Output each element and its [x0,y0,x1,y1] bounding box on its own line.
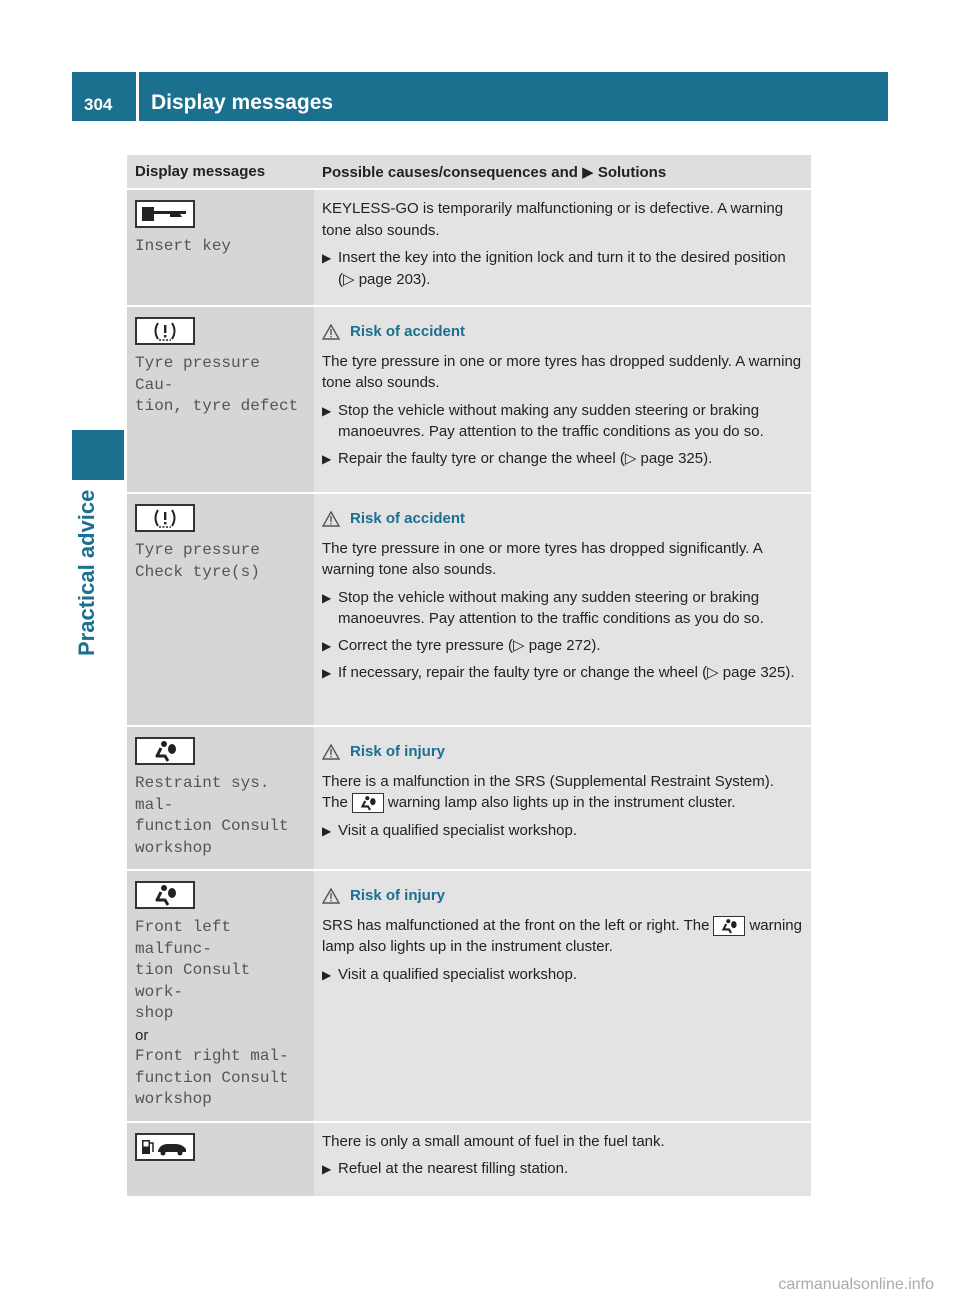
solution-step: ▶ Visit a qualified specialist workshop. [322,820,803,843]
solution-step: ▶ Correct the tyre pressure (▷ page 272). [322,635,803,658]
display-message: Restraint sys. mal‑ function Consult workshop [135,774,289,857]
step-arrow-icon: ▶ [322,638,332,653]
tyre-pressure-icon [135,504,195,532]
step-arrow-icon: ▶ [322,967,332,982]
warning-triangle-icon [322,888,340,904]
table-row [127,306,811,493]
step-arrow-icon: ▶ [322,451,332,466]
warning-heading: Risk of injury [322,885,803,907]
warning-heading: Risk of accident [322,321,803,343]
cause-text: There is only a small amount of fuel in the fuel tank. [322,1132,665,1150]
col-header-solutions: Possible causes/consequences and ▶ Solutions [314,155,811,189]
table-row [127,870,811,1122]
airbag-icon [135,737,195,765]
warning-heading: Risk of accident [322,508,803,530]
play-arrow-icon: ▶ [582,163,594,181]
cause-text: There is a malfunction in the SRS (Supplemental Restraint System). The warning lamp also lights up in the instrument cluster. [322,771,803,814]
page-title: Display messages [151,91,334,114]
page-header [72,72,888,121]
step-arrow-icon: ▶ [322,1162,332,1176]
display-message: Insert key [135,237,232,255]
warning-heading: Risk of injury [322,741,803,763]
cause-text: KEYLESS-GO is temporarily malfunctioning or is defective. A warning tone also sounds. [322,200,784,239]
tyre-pressure-icon [135,317,195,345]
solution-step: ▶ If necessary, repair the faulty tyre or change the wheel (▷ page 325). [322,662,803,685]
key-icon [135,200,195,228]
warning-triangle-icon [322,744,340,760]
solution-step: ▶ Visit a qualified specialist workshop. [322,964,803,987]
display-message: Front left malfunc‑ tion Consult work‑ shop [135,918,251,1022]
warning-triangle-icon [322,511,340,527]
display-message: Tyre pressure Check tyre(s) [135,541,260,581]
cause-text: The tyre pressure in one or more tyres has dropped suddenly. A warning tone also sounds. [322,352,802,391]
step-arrow-icon: ▶ [322,823,332,838]
section-tab-label: Practical advice [74,489,99,656]
step-arrow-icon: ▶ [322,251,332,265]
cause-text: The tyre pressure in one or more tyres has dropped significantly. A warning tone also sounds. [322,539,762,578]
solution-step: ▶ Stop the vehicle without making any sudden steering or braking manoeuvres. Pay attention to the traffic conditions as you do so. [322,400,803,443]
step-arrow-icon: ▶ [322,590,332,605]
display-message: Tyre pressure Cau‑ tion, tyre defect [135,354,299,415]
airbag-icon [713,916,745,936]
watermark: carmanualsonline.info [778,1276,934,1293]
solution-step: ▶ Stop the vehicle without making any sudden steering or braking manoeuvres. Pay attention to the traffic conditions as you do so. [322,587,803,630]
or-separator: or [135,1026,149,1044]
airbag-icon [352,793,384,813]
table-header-row [127,155,811,189]
table-row [127,189,811,306]
table-row [127,493,811,726]
section-tab-marker [72,430,124,480]
airbag-icon [135,881,195,909]
step-arrow-icon: ▶ [322,403,332,418]
warning-triangle-icon [322,324,340,340]
display-messages-table [127,155,811,1198]
solution-step: ▶ Insert the key into the ignition lock and turn it to the desired position (▷ page 203). [322,247,803,290]
step-arrow-icon: ▶ [322,666,332,680]
solution-step: ▶ Refuel at the nearest filling station. [322,1158,803,1181]
col-header-display-messages: Display messages [127,155,314,189]
display-message: Front right mal‑ function Consult workshop [135,1047,289,1108]
solution-step: ▶ Repair the faulty tyre or change the wheel (▷ page 325). [322,448,803,471]
cause-text: SRS has malfunctioned at the front on the left or right. The warning lamp also lights up in the instrument cluster. [322,916,802,955]
fuel-reserve-icon [135,1133,195,1161]
page-number: 304 [84,95,113,114]
table-row [127,726,811,870]
table-row [127,1122,811,1197]
